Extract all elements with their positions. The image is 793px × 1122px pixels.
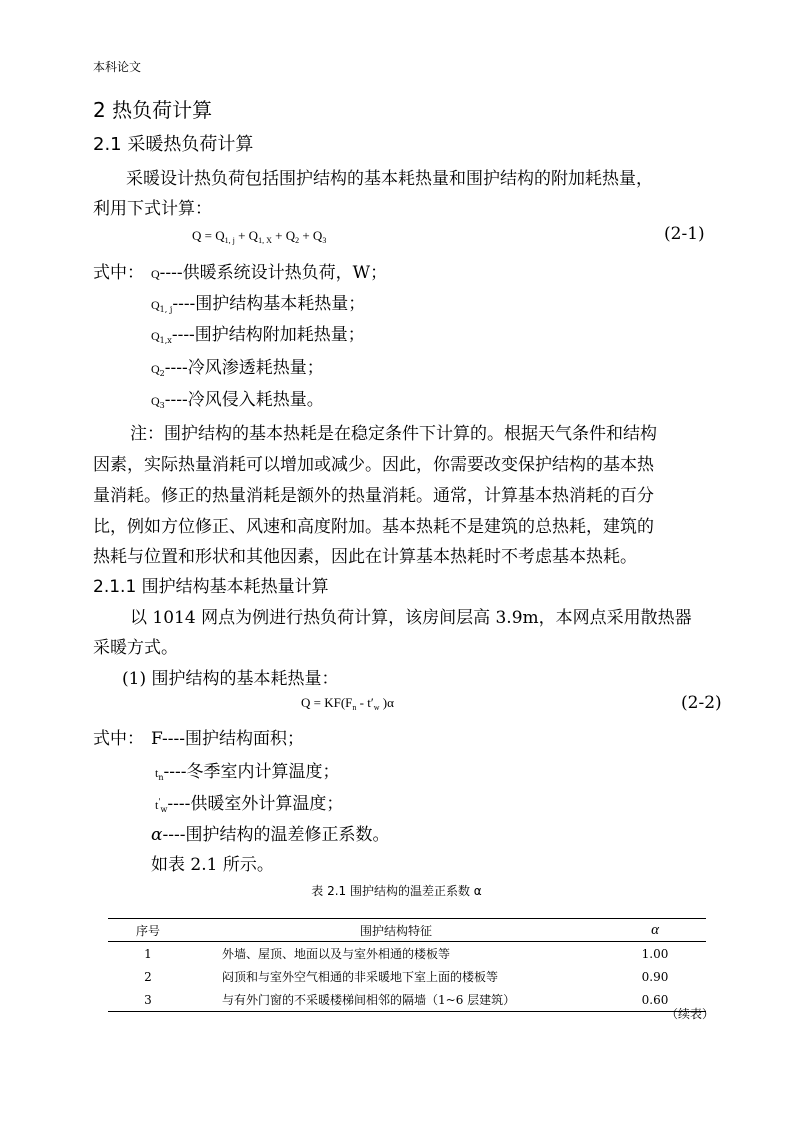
where-subscript: w (160, 805, 168, 814)
eq2-sub-2: w (373, 703, 380, 712)
eq1-sub-1: 1, j (224, 236, 235, 245)
eq2-sub-1: n (352, 703, 357, 712)
chapter-title: 2 热负荷计算 (93, 98, 213, 122)
where-subscript: 2 (159, 369, 165, 378)
where-symbol: Q (151, 329, 160, 343)
continued-note: （续表） (666, 1007, 715, 1021)
eq1-plus-2: + Q (271, 228, 296, 243)
where-symbol: Q (151, 298, 160, 312)
where-item-q1x (151, 320, 365, 345)
item-1-heading: (1) 围护结构的基本耗热量： (122, 669, 339, 689)
where-symbol: α (151, 825, 163, 845)
where-subscript: 3 (159, 401, 165, 410)
where-subscript: 1,x (159, 336, 172, 345)
table-header-row (108, 919, 706, 942)
equation-number-2-1: (2-1) (664, 224, 705, 244)
equation-2-2 (301, 695, 394, 712)
see-table-text: 如表 2.1 所示。 (151, 855, 274, 875)
eq1-sub-4: 3 (322, 236, 327, 245)
note-line-3: 量消耗。修正的热量消耗是额外的热量消耗。通常，计算基本热消耗的百分 (93, 486, 654, 506)
where-text: ----围护结构附加耗热量； (171, 325, 365, 345)
where-superscript: ' (158, 797, 161, 806)
where-prefix-2: 式中： (93, 729, 144, 749)
where-text: ----围护结构的温差修正系数。 (162, 825, 390, 845)
table-cell: 外墙、屋顶、地面以及与室外相通的楼板等 (222, 947, 451, 961)
note-line-4: 比，例如方位修正、风速和高度附加。基本热耗不是建筑的总热耗，建筑的 (93, 517, 654, 537)
equation-2-1 (192, 228, 326, 245)
where-item-alpha (151, 820, 389, 845)
table-cell: 3 (108, 988, 188, 1012)
note-line-1: 注：围护结构的基本热耗是在稳定条件下计算的。根据天气条件和结构 (130, 424, 657, 444)
where-text: ----冬季室内计算温度； (163, 762, 340, 782)
intro-line-1: 采暖设计热负荷包括围护结构的基本耗热量和围护结构的附加耗热量， (126, 169, 653, 189)
table-cell: 1 (144, 946, 152, 961)
temperature-coefficient-table (108, 918, 706, 1012)
eq1-plus-3: + Q (299, 228, 323, 243)
where-item-tn (155, 757, 339, 782)
where-item-q (151, 258, 387, 283)
where-text: ----冷风渗透耗热量； (164, 358, 324, 378)
section-title: 2.1 采暖热负荷计算 (93, 134, 254, 155)
eq1-lhs: Q = Q (192, 228, 225, 243)
table-caption: 表 2.1 围护结构的温差正系数 α (311, 884, 482, 898)
where-item-f: F----围护结构面积； (151, 729, 305, 749)
eq1-sub-3: 2 (295, 236, 300, 245)
where-item-q1j (151, 289, 365, 314)
where-symbol: t (155, 798, 159, 812)
where-text: ----供暖室外计算温度； (167, 794, 344, 814)
where-item-tw (155, 789, 343, 814)
where-subscript: n (158, 773, 164, 782)
subsection-title: 2.1.1 围护结构基本耗热量计算 (93, 577, 329, 597)
table-cell: 0.90 (641, 969, 669, 984)
table-header-cell: 序号 (108, 919, 188, 942)
table-row (108, 988, 706, 1012)
running-header: 本科论文 (93, 60, 142, 74)
where-text: ----围护结构基本耗热量； (172, 294, 366, 314)
where-symbol: Q (151, 362, 160, 376)
table-cell: 与有外门窗的不采暖楼梯间相邻的隔墙（1~6 层建筑） (188, 988, 604, 1012)
table-cell: 0.60 (604, 988, 706, 1012)
equation-number-2-2: (2-2) (681, 693, 722, 713)
where-item-q2 (151, 353, 324, 378)
where-symbol: t (155, 766, 159, 780)
where-text: ----供暖系统设计热负荷，W； (159, 263, 388, 283)
table-row (108, 965, 706, 988)
eq2-part-b: - t′ (356, 695, 374, 710)
eq2-part-c: )α (379, 695, 394, 710)
eq1-plus-1: + Q (234, 228, 259, 243)
where-prefix-1: 式中： (93, 263, 144, 283)
table-row (108, 942, 706, 966)
where-symbol: Q (151, 267, 160, 281)
where-symbol: Q (151, 394, 160, 408)
where-subscript: 1, j (159, 305, 173, 314)
eq1-sub-2: 1, X (258, 236, 272, 245)
note-line-5: 热耗与位置和形状和其他因素，因此在计算基本热耗时不考虑基本热耗。 (93, 547, 637, 567)
where-item-q3 (151, 385, 324, 410)
para2-line-2: 采暖方式。 (93, 638, 178, 658)
eq2-part-a: Q = KF(F (301, 695, 353, 710)
table-header-cell: α (604, 919, 706, 942)
where-text: ----冷风侵入耗热量。 (164, 390, 324, 410)
table-cell: 2 (144, 969, 152, 984)
para2-line-1: 以 1014 网点为例进行热负荷计算，该房间层高 3.9m，本网点采用散热器 (130, 608, 692, 628)
table-header-cell: 围护结构特征 (188, 919, 604, 942)
note-line-2: 因素，实际热量消耗可以增加或减少。因此，你需要改变保护结构的基本热 (93, 455, 654, 475)
table-cell: 1.00 (641, 946, 669, 961)
intro-line-2: 利用下式计算： (93, 199, 212, 219)
table-cell: 闷顶和与室外空气相通的非采暖地下室上面的楼板等 (222, 970, 499, 984)
